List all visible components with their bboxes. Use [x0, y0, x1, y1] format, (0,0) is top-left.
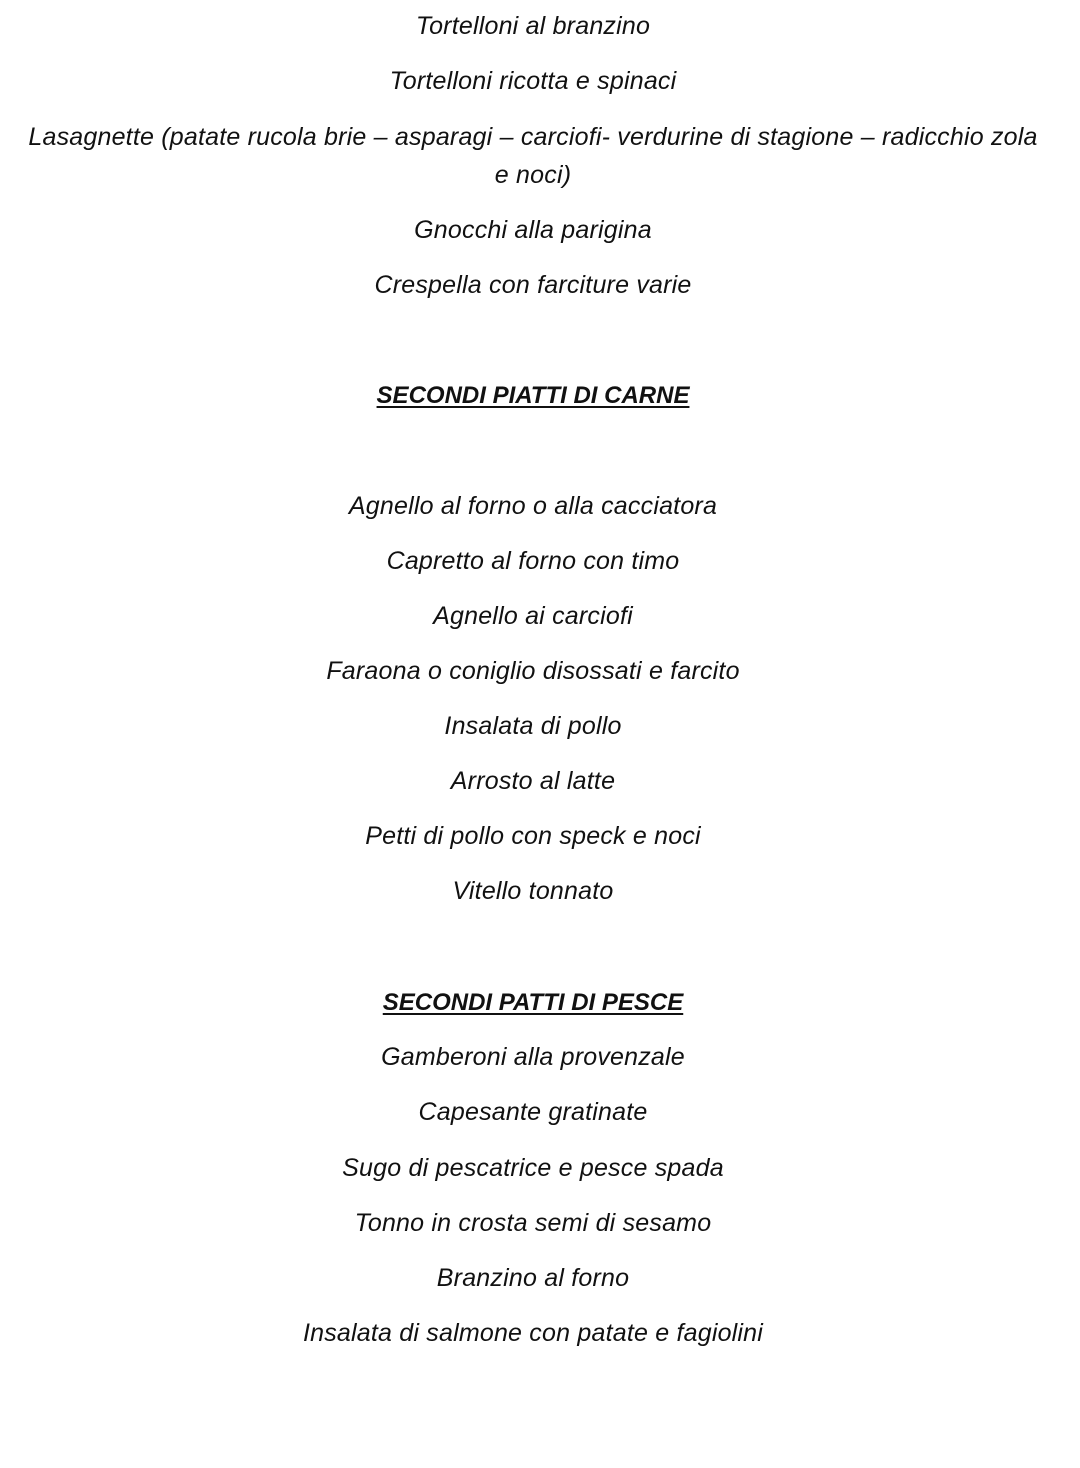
section-heading-carne: SECONDI PIATTI DI CARNE	[376, 382, 690, 409]
menu-item: Tortelloni ricotta e spinaci	[389, 67, 677, 95]
menu-item: Tonno in crosta semi di sesamo	[354, 1209, 712, 1237]
menu-item: Lasagnette (patate rucola brie – asparagi – carciofi- verdurine di stagione – radicchio zola e noci)	[28, 123, 1038, 189]
menu-item: Gnocchi alla parigina	[414, 216, 652, 244]
menu-item: Arrosto al latte	[450, 767, 616, 795]
menu-item: Agnello al forno o alla cacciatora	[348, 492, 718, 520]
menu-item: Sugo di pescatrice e pesce spada	[342, 1154, 724, 1182]
menu-item: Gamberoni alla provenzale	[381, 1043, 685, 1071]
menu-item: Agnello ai carciofi	[433, 602, 633, 630]
menu-item: Tortelloni al branzino	[415, 12, 651, 40]
menu-item: Faraona o coniglio disossati e farcito	[326, 657, 740, 685]
menu-item: Capretto al forno con timo	[386, 547, 680, 575]
menu-item: Insalata di pollo	[444, 712, 622, 740]
menu-item: Vitello tonnato	[452, 877, 614, 905]
menu-item: Branzino al forno	[436, 1264, 630, 1292]
menu-item: Petti di pollo con speck e noci	[365, 822, 701, 850]
section-heading-pesce: SECONDI PATTI DI PESCE	[382, 989, 684, 1016]
menu-item: Crespella con farciture varie	[374, 271, 692, 299]
menu-item: Capesante gratinate	[418, 1098, 648, 1126]
menu-item: Insalata di salmone con patate e fagiolini	[302, 1319, 764, 1347]
